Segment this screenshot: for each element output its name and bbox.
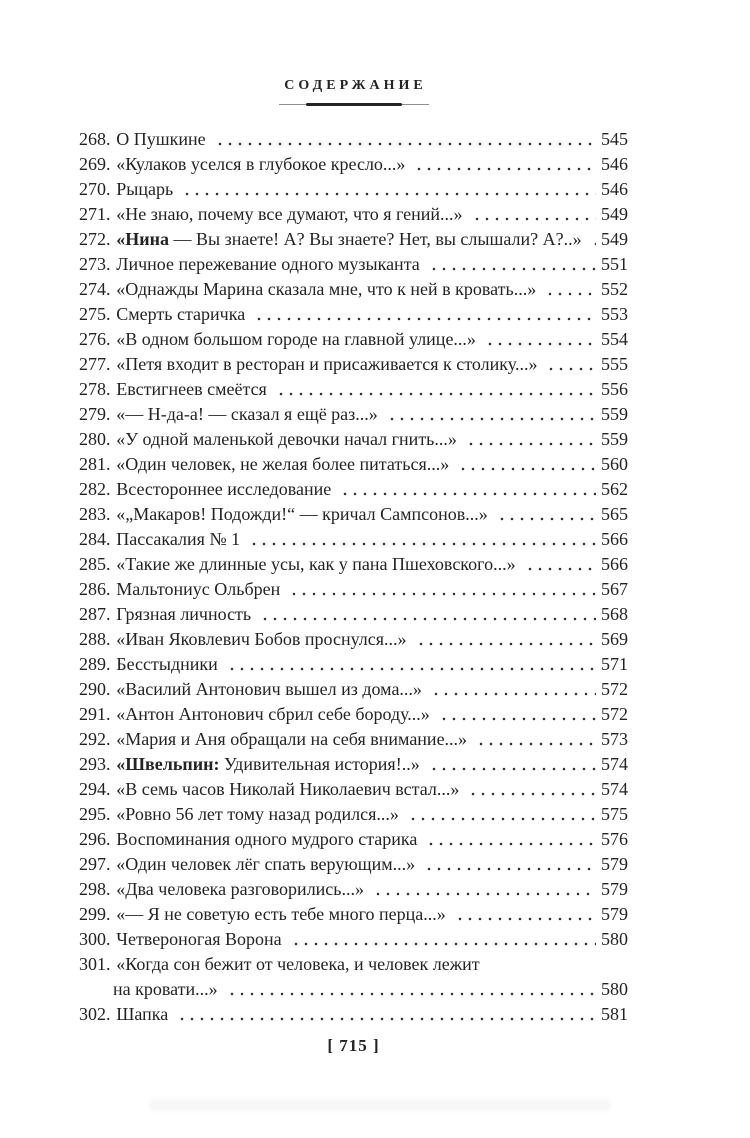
entry-title: на кровати...» — [113, 979, 218, 999]
dot-leader — [495, 502, 596, 527]
entry-number: 278. — [79, 379, 111, 399]
entry-title: 281. «Один человек, не желая более питаться...» — [79, 454, 450, 474]
toc-entry-line — [79, 477, 628, 502]
entry-title: 285. «Такие же длинные усы, как у пана Пшеховского...» — [79, 554, 516, 574]
dot-leader — [523, 552, 596, 577]
dot-leader — [437, 702, 596, 727]
entry-number: 297. — [79, 854, 111, 874]
entry-title-bold: «Нина — [116, 229, 169, 249]
entry-page-number: 552 — [601, 279, 628, 299]
dot-leader — [289, 927, 596, 952]
entry-page-number: 553 — [601, 304, 628, 324]
entry-title: 298. «Два человека разговорились...» — [79, 879, 365, 899]
entry-page-number: 574 — [601, 779, 628, 799]
toc-entry-line — [79, 652, 628, 677]
entry-number: 293. — [79, 754, 111, 774]
toc-entry-line — [79, 677, 628, 702]
entry-number: 290. — [79, 679, 111, 699]
entry-title: 272. «Нина — Вы знаете! А? Вы знаете? Нет, вы слышали? А?..» — [79, 229, 582, 249]
entry-page-number: 567 — [601, 579, 628, 599]
dot-leader — [287, 577, 596, 602]
toc-entry-line — [79, 902, 628, 927]
dot-leader — [180, 177, 596, 202]
entry-title: 299. «— Я не советую есть тебе много перца...» — [79, 904, 446, 924]
entry-number: 276. — [79, 329, 111, 349]
entry-page-number: 574 — [601, 754, 628, 774]
entry-number: 300. — [79, 929, 111, 949]
entry-title: 302. Шапка — [79, 1004, 169, 1024]
entry-page-number: 546 — [601, 179, 628, 199]
dot-leader — [427, 752, 596, 777]
toc-entry-line — [79, 452, 628, 477]
entry-page-number: 549 — [601, 204, 628, 224]
entry-title: 300. Четвероногая Ворона — [79, 929, 282, 949]
dot-leader — [470, 202, 596, 227]
entry-page-number: 580 — [601, 979, 628, 999]
entry-number: 291. — [79, 704, 111, 724]
entry-page-number: 568 — [601, 604, 628, 624]
entry-title: 291. «Антон Антонович сбрил себе бороду...» — [79, 704, 430, 724]
entry-number: 270. — [79, 179, 111, 199]
entry-number: 273. — [79, 254, 111, 274]
dot-leader — [252, 302, 596, 327]
dot-leader — [371, 877, 596, 902]
entry-page-number: 546 — [601, 154, 628, 174]
toc-entry-line — [79, 527, 628, 552]
entry-number: 280. — [79, 429, 111, 449]
entry-title: 270. Рыцарь — [79, 179, 174, 199]
entry-number: 274. — [79, 279, 111, 299]
dot-leader — [247, 527, 596, 552]
toc-entry-line — [79, 952, 628, 977]
toc-entry-line — [79, 427, 628, 452]
entry-number: 299. — [79, 904, 111, 924]
dot-leader — [464, 427, 596, 452]
toc-entry-line — [79, 202, 628, 227]
toc-entry-line — [79, 627, 628, 652]
entry-page-number: 571 — [601, 654, 628, 674]
dot-leader — [483, 327, 596, 352]
dot-leader — [175, 1002, 596, 1027]
entry-page-number: 581 — [601, 1004, 628, 1024]
entry-number: 279. — [79, 404, 111, 424]
entry-number: 288. — [79, 629, 111, 649]
entry-page-number: 555 — [601, 354, 628, 374]
entry-page-number: 560 — [601, 454, 628, 474]
entry-title: 290. «Василий Антонович вышел из дома...» — [79, 679, 422, 699]
toc-entry-line — [79, 1002, 628, 1027]
page-content — [79, 0, 628, 1056]
dot-leader — [338, 477, 596, 502]
dot-leader — [427, 252, 596, 277]
entry-number: 272. — [79, 229, 111, 249]
entry-number: 277. — [79, 354, 111, 374]
entry-number: 301. — [79, 954, 111, 974]
toc-entry-line — [79, 302, 628, 327]
toc-entry-line — [79, 577, 628, 602]
toc-entry-line — [79, 727, 628, 752]
toc-entry-line — [79, 177, 628, 202]
entry-number: 287. — [79, 604, 111, 624]
entry-title: 296. Воспоминания одного мудрого старика — [79, 829, 418, 849]
entry-number: 283. — [79, 504, 111, 524]
entry-title: 276. «В одном большом городе на главной улице...» — [79, 329, 476, 349]
toc-entry-line — [79, 227, 628, 252]
entry-title: 280. «У одной маленькой девочки начал гнить...» — [79, 429, 457, 449]
entry-number: 282. — [79, 479, 111, 499]
toc-entry-line — [79, 327, 628, 352]
entry-title: 301. «Когда сон бежит от человека, и человек лежит — [79, 954, 480, 974]
toc-entry-line — [79, 827, 628, 852]
toc-entry-line — [79, 152, 628, 177]
entry-page-number: 572 — [601, 704, 628, 724]
entry-number: 289. — [79, 654, 111, 674]
entry-number: 275. — [79, 304, 111, 324]
entry-page-number: 549 — [601, 229, 628, 249]
dot-leader — [453, 902, 596, 927]
entry-number: 285. — [79, 554, 111, 574]
toc-entry-line — [79, 552, 628, 577]
dot-leader — [456, 452, 596, 477]
page-folio: [ 715 ] — [327, 1036, 380, 1055]
entry-number: 286. — [79, 579, 111, 599]
entry-page-number: 579 — [601, 879, 628, 899]
entry-number: 302. — [79, 1004, 111, 1024]
entry-title: 284. Пассакалия № 1 — [79, 529, 241, 549]
entry-title: 292. «Мария и Аня обращали на себя внимание...» — [79, 729, 468, 749]
dot-leader — [543, 277, 596, 302]
toc-entry-line — [79, 777, 628, 802]
toc-entry-line — [79, 702, 628, 727]
toc-entry-line — [79, 252, 628, 277]
entry-page-number: 559 — [601, 429, 628, 449]
entry-number: 268. — [79, 129, 111, 149]
scan-artifact — [150, 1098, 610, 1112]
toc-entry-line — [79, 852, 628, 877]
entry-page-number: 579 — [601, 904, 628, 924]
ornament-thick-bar — [306, 103, 402, 106]
dot-leader — [414, 627, 596, 652]
entry-title: 289. Бесстыдники — [79, 654, 218, 674]
dot-leader — [412, 152, 596, 177]
entry-page-number: 573 — [601, 729, 628, 749]
entry-page-number: 551 — [601, 254, 628, 274]
entry-number: 294. — [79, 779, 111, 799]
entry-title: 278. Евстигнеев смеётся — [79, 379, 267, 399]
dot-leader — [385, 402, 596, 427]
toc-entries — [79, 127, 628, 1027]
entry-title: 277. «Петя входит в ресторан и присаживается к столику...» — [79, 354, 538, 374]
entry-number: 292. — [79, 729, 111, 749]
entry-page-number: 556 — [601, 379, 628, 399]
dot-leader — [544, 352, 596, 377]
entry-title: 286. Мальтониус Ольбрен — [79, 579, 281, 599]
dot-leader — [213, 127, 596, 152]
entry-title: 295. «Ровно 56 лет тому назад родился...» — [79, 804, 399, 824]
toc-entry-line — [79, 402, 628, 427]
entry-page-number: 579 — [601, 854, 628, 874]
entry-page-number: 566 — [601, 529, 628, 549]
toc-entry-line — [79, 752, 628, 777]
dot-leader — [225, 977, 596, 1002]
dot-leader — [406, 802, 596, 827]
dot-leader — [274, 377, 596, 402]
dot-leader — [589, 227, 596, 252]
ornament-rule — [279, 102, 429, 107]
entry-page-number: 580 — [601, 929, 628, 949]
dot-leader — [429, 677, 596, 702]
entry-title: 275. Смерть старичка — [79, 304, 246, 324]
entry-number: 281. — [79, 454, 111, 474]
entry-number: 296. — [79, 829, 111, 849]
dot-leader — [258, 602, 596, 627]
toc-entry-line — [79, 602, 628, 627]
entry-page-number: 572 — [601, 679, 628, 699]
entry-title: 282. Всестороннее исследование — [79, 479, 332, 499]
entry-page-number: 575 — [601, 804, 628, 824]
entry-title: 274. «Однажды Марина сказала мне, что к ней в кровать...» — [79, 279, 537, 299]
toc-entry-line — [79, 927, 628, 952]
entry-title: 287. Грязная личность — [79, 604, 252, 624]
toc-entry-line — [79, 977, 628, 1002]
entry-page-number: 565 — [601, 504, 628, 524]
entry-number: 284. — [79, 529, 111, 549]
toc-entry-line — [79, 877, 628, 902]
dot-leader — [474, 727, 596, 752]
entry-title-bold: «Швельпин: — [116, 754, 220, 774]
toc-entry-line — [79, 127, 628, 152]
toc-entry-line — [79, 277, 628, 302]
entry-title: 279. «— Н-да-а! — сказал я ещё раз...» — [79, 404, 378, 424]
entry-page-number: 566 — [601, 554, 628, 574]
entry-page-number: 545 — [601, 129, 628, 149]
contents-title: СОДЕРЖАНИЕ — [284, 78, 427, 93]
entry-number: 295. — [79, 804, 111, 824]
entry-page-number: 569 — [601, 629, 628, 649]
toc-entry-line — [79, 352, 628, 377]
entry-page-number: 559 — [601, 404, 628, 424]
entry-title: 297. «Один человек лёг спать верующим...» — [79, 854, 416, 874]
entry-title: 271. «Не знаю, почему все думают, что я гений...» — [79, 204, 463, 224]
toc-entry-line — [79, 377, 628, 402]
entry-number: 298. — [79, 879, 111, 899]
entry-title: 269. «Кулаков уселся в глубокое кресло...» — [79, 154, 406, 174]
dot-leader — [422, 852, 596, 877]
entry-title: 268. О Пушкине — [79, 129, 206, 149]
dot-leader — [424, 827, 596, 852]
toc-entry-line — [79, 502, 628, 527]
entry-page-number: 576 — [601, 829, 628, 849]
entry-title: 273. Личное пережевание одного музыканта — [79, 254, 420, 274]
entry-page-number: 554 — [601, 329, 628, 349]
dot-leader — [225, 652, 596, 677]
entry-page-number: 562 — [601, 479, 628, 499]
entry-number: 269. — [79, 154, 111, 174]
entry-number: 271. — [79, 204, 111, 224]
toc-entry-line — [79, 802, 628, 827]
entry-title: 294. «В семь часов Николай Николаевич встал...» — [79, 779, 460, 799]
entry-title: 293. «Швельпин: Удивительная история!..» — [79, 754, 420, 774]
dot-leader — [466, 777, 596, 802]
entry-title: 283. «„Макаров! Подожди!“ — кричал Сампсонов...» — [79, 504, 488, 524]
entry-title: 288. «Иван Яковлевич Бобов проснулся...» — [79, 629, 407, 649]
